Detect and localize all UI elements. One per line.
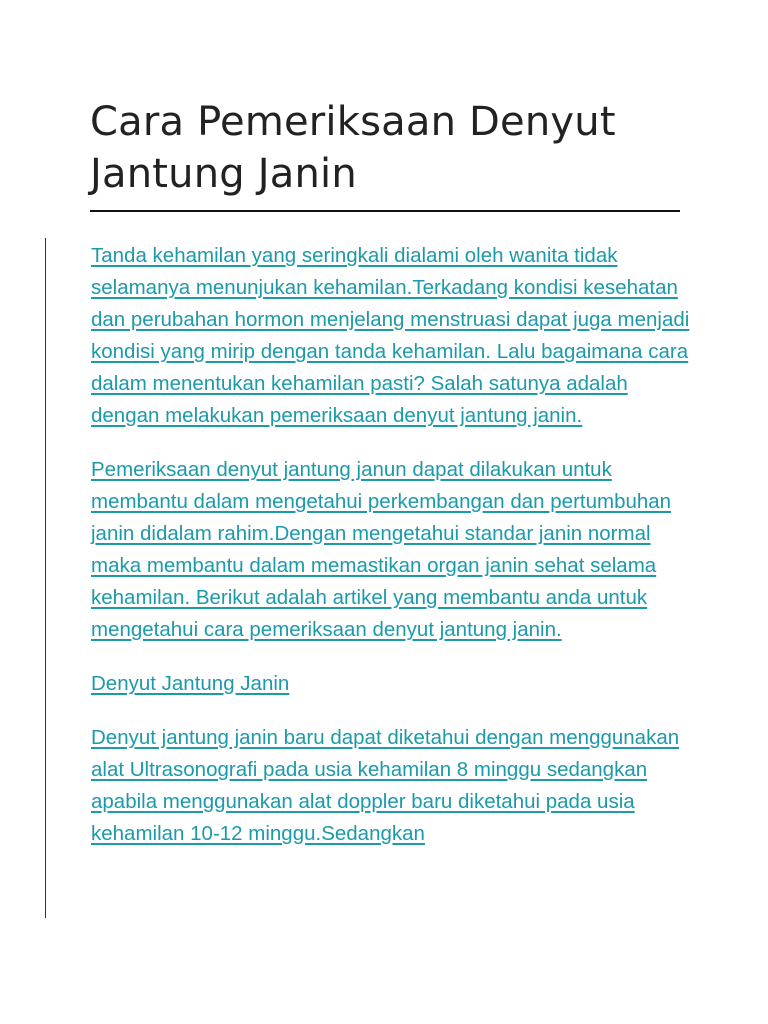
page-title: Cara Pemeriksaan Denyut Jantung Janin xyxy=(90,99,616,197)
section-heading-denyut-jantung-janin[interactable]: Denyut Jantung Janin xyxy=(91,672,290,695)
paragraph-intro[interactable]: Tanda kehamilan yang seringkali dialami oleh wanita tidak selamanya menunjukan kehamilan.Terkadang kondisi kesehatan dan perubahan hormon menjelang menstruasi dapat juga menjadi kondisi yang mirip dengan tanda kehamilan. Lalu bagaimana cara dalam menentukan kehamilan pasti? Salah satunya adalah dengan melakukan pemeriksaan denyut jantung janin. xyxy=(91,244,690,427)
title-divider xyxy=(90,210,680,212)
paragraph-detection[interactable]: Denyut jantung janin baru dapat diketahui dengan menggunakan alat Ultrasonografi pada usia kehamilan 8 minggu sedangkan apabila menggunakan alat doppler baru diketahui pada usia kehamilan 10-12 minggu.Sedangkan xyxy=(91,726,680,845)
paragraph-purpose[interactable]: Pemeriksaan denyut jantung janun dapat dilakukan untuk membantu dalam mengetahui perkembangan dan pertumbuhan janin didalam rahim.Dengan mengetahui standar janin normal maka membantu dalam memastikan organ janin sehat selama kehamilan. Berikut adalah artikel yang membantu anda untuk mengetahui cara pemeriksaan denyut jantung janin. xyxy=(91,458,672,641)
article-body xyxy=(91,240,691,872)
margin-line xyxy=(45,238,46,918)
